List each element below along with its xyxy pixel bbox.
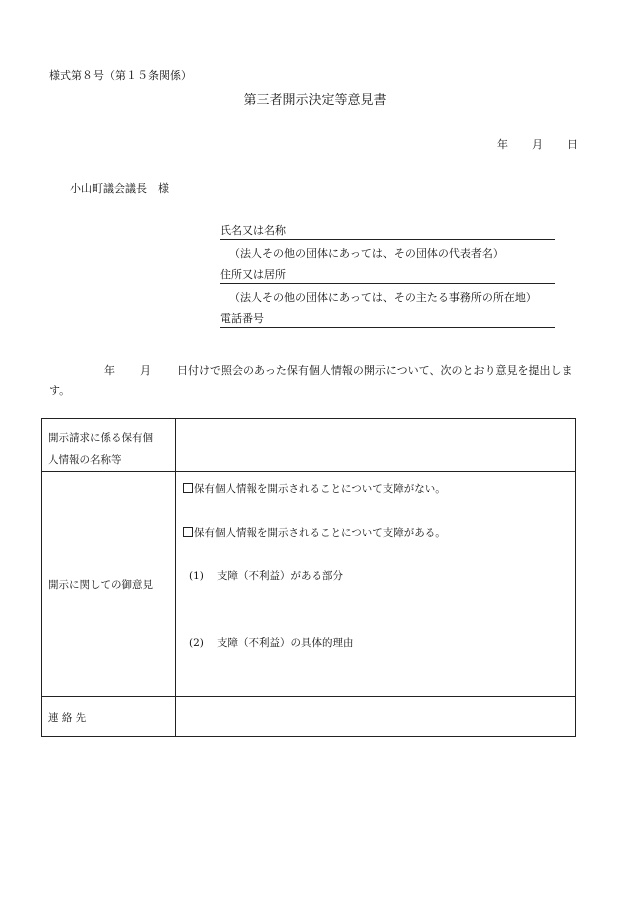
- date-month-label: 月: [532, 138, 543, 151]
- addressee: 小山町議会議長 様: [70, 182, 169, 195]
- opinion-label: 開示に関しての御意見: [48, 579, 153, 591]
- contact-label: 連 絡 先: [48, 712, 87, 724]
- address-field[interactable]: [220, 269, 555, 284]
- objection-reason-item: [189, 638, 354, 649]
- option-objection[interactable]: [183, 527, 446, 539]
- objection-reason-number: (2): [189, 637, 204, 649]
- option-no-objection[interactable]: [183, 483, 446, 495]
- opinion-content-cell: [176, 472, 576, 697]
- name-field-label: 氏名又は名称: [220, 224, 286, 237]
- objection-checkbox[interactable]: [183, 527, 193, 537]
- objection-reason-label: 支障（不利益）の具体的理由: [217, 637, 354, 649]
- contact-input-cell[interactable]: [176, 697, 576, 737]
- address-field-note: （法人その他の団体にあっては、その主たる事務所の所在地）: [229, 291, 537, 304]
- form-number: 様式第８号（第１５条関係）: [49, 69, 192, 82]
- address-field-label: 住所又は居所: [220, 268, 286, 281]
- option-objection-label: 保有個人情報を開示されることについて支障がある。: [194, 527, 446, 539]
- option-no-objection-label: 保有個人情報を開示されることについて支障がない。: [194, 483, 446, 495]
- phone-field[interactable]: [220, 313, 555, 328]
- table-row: [42, 697, 576, 737]
- no-objection-checkbox[interactable]: [183, 483, 193, 493]
- name-field-note: （法人その他の団体にあっては、その団体の代表者名）: [229, 247, 504, 260]
- date-line: [497, 139, 578, 150]
- page-title: 第三者開示決定等意見書: [243, 93, 387, 108]
- reference-paragraph: [49, 361, 579, 401]
- request-info-label-line2: 人情報の名称等: [48, 454, 122, 466]
- opinion-table: [41, 418, 576, 737]
- request-info-label-line1: 開示請求に係る保有個: [48, 432, 153, 444]
- objection-part-label: 支障（不利益）がある部分: [217, 570, 343, 582]
- reference-month-label: 月: [140, 364, 151, 377]
- date-year-label: 年: [497, 138, 508, 151]
- table-row: [42, 419, 576, 472]
- opinion-label-cell: [42, 472, 176, 697]
- phone-field-label: 電話番号: [220, 312, 264, 325]
- date-day-label: 日: [567, 138, 578, 151]
- request-info-input-cell[interactable]: [176, 419, 576, 472]
- reference-text: 日付けで照会のあった保有個人情報の開示について、次のとおり意見を提出します。: [49, 364, 573, 397]
- objection-part-number: (1): [189, 570, 204, 582]
- request-info-label-cell: [42, 419, 176, 472]
- objection-part-item: [189, 571, 343, 582]
- table-row: [42, 472, 576, 697]
- name-field[interactable]: [220, 225, 555, 240]
- contact-label-cell: [42, 697, 176, 737]
- reference-year-label: 年: [104, 364, 115, 377]
